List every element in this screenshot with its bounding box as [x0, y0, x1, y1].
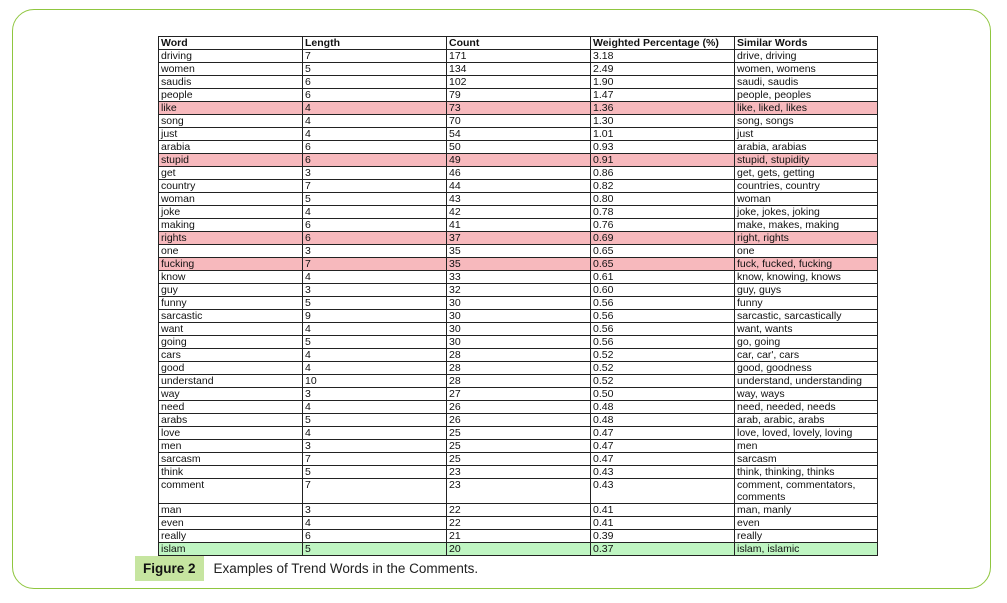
- cell-word: understand: [159, 375, 303, 388]
- cell-word: joke: [159, 206, 303, 219]
- cell-weighted-percentage: 0.76: [591, 219, 735, 232]
- cell-word: even: [159, 517, 303, 530]
- table-row: [159, 219, 878, 232]
- cell-word: know: [159, 271, 303, 284]
- cell-word: islam: [159, 543, 303, 556]
- cell-word: woman: [159, 193, 303, 206]
- cell-similar-words: drive, driving: [735, 50, 878, 63]
- cell-count: 41: [447, 219, 591, 232]
- cell-word: saudis: [159, 76, 303, 89]
- cell-weighted-percentage: 1.30: [591, 115, 735, 128]
- cell-weighted-percentage: 0.48: [591, 401, 735, 414]
- cell-count: 32: [447, 284, 591, 297]
- cell-word: really: [159, 530, 303, 543]
- cell-similar-words: like, liked, likes: [735, 102, 878, 115]
- cell-length: 3: [303, 167, 447, 180]
- cell-word: sarcasm: [159, 453, 303, 466]
- cell-word: funny: [159, 297, 303, 310]
- cell-word: fucking: [159, 258, 303, 271]
- cell-length: 5: [303, 63, 447, 76]
- cell-length: 6: [303, 154, 447, 167]
- cell-word: stupid: [159, 154, 303, 167]
- cell-similar-words: think, thinking, thinks: [735, 466, 878, 479]
- cell-similar-words: sarcastic, sarcastically: [735, 310, 878, 323]
- cell-length: 6: [303, 219, 447, 232]
- cell-count: 28: [447, 375, 591, 388]
- cell-word: like: [159, 102, 303, 115]
- cell-similar-words: fuck, fucked, fucking: [735, 258, 878, 271]
- cell-word: sarcastic: [159, 310, 303, 323]
- table-row: [159, 193, 878, 206]
- cell-count: 171: [447, 50, 591, 63]
- table-row: [159, 141, 878, 154]
- caption-text: Examples of Trend Words in the Comments.: [213, 561, 479, 576]
- cell-weighted-percentage: 0.47: [591, 440, 735, 453]
- cell-weighted-percentage: 0.52: [591, 362, 735, 375]
- cell-count: 30: [447, 336, 591, 349]
- cell-similar-words: women, womens: [735, 63, 878, 76]
- cell-count: 28: [447, 362, 591, 375]
- cell-length: 5: [303, 193, 447, 206]
- cell-similar-words: get, gets, getting: [735, 167, 878, 180]
- cell-word: people: [159, 89, 303, 102]
- cell-count: 35: [447, 258, 591, 271]
- cell-length: 3: [303, 388, 447, 401]
- table-row: [159, 258, 878, 271]
- cell-weighted-percentage: 0.47: [591, 453, 735, 466]
- table-row: [159, 310, 878, 323]
- cell-word: guy: [159, 284, 303, 297]
- cell-length: 4: [303, 206, 447, 219]
- cell-word: making: [159, 219, 303, 232]
- table-row: [159, 453, 878, 466]
- table-row: [159, 517, 878, 530]
- cell-similar-words: way, ways: [735, 388, 878, 401]
- cell-weighted-percentage: 0.52: [591, 375, 735, 388]
- cell-similar-words: know, knowing, knows: [735, 271, 878, 284]
- cell-count: 50: [447, 141, 591, 154]
- figure-caption: [135, 556, 478, 581]
- cell-similar-words: stupid, stupidity: [735, 154, 878, 167]
- cell-word: country: [159, 180, 303, 193]
- table-row: [159, 401, 878, 414]
- table-row: [159, 89, 878, 102]
- cell-count: 23: [447, 479, 591, 504]
- header-count: Count: [447, 37, 591, 50]
- table-row: [159, 323, 878, 336]
- cell-length: 4: [303, 115, 447, 128]
- cell-word: women: [159, 63, 303, 76]
- cell-similar-words: comment, commentators, comments: [735, 479, 878, 504]
- header-weighted-percentage: Weighted Percentage (%): [591, 37, 735, 50]
- cell-length: 3: [303, 245, 447, 258]
- table-row: [159, 50, 878, 63]
- cell-word: going: [159, 336, 303, 349]
- table-row: [159, 414, 878, 427]
- cell-count: 42: [447, 206, 591, 219]
- cell-length: 4: [303, 427, 447, 440]
- cell-weighted-percentage: 0.41: [591, 517, 735, 530]
- cell-similar-words: countries, country: [735, 180, 878, 193]
- cell-weighted-percentage: 0.48: [591, 414, 735, 427]
- cell-count: 46: [447, 167, 591, 180]
- figure-label: Figure 2: [135, 556, 204, 581]
- cell-count: 70: [447, 115, 591, 128]
- cell-similar-words: love, loved, lovely, loving: [735, 427, 878, 440]
- cell-length: 5: [303, 297, 447, 310]
- cell-length: 5: [303, 336, 447, 349]
- cell-weighted-percentage: 0.50: [591, 388, 735, 401]
- cell-weighted-percentage: 0.39: [591, 530, 735, 543]
- cell-word: get: [159, 167, 303, 180]
- cell-similar-words: funny: [735, 297, 878, 310]
- cell-length: 7: [303, 50, 447, 63]
- cell-word: arabia: [159, 141, 303, 154]
- trend-words-table: [158, 36, 878, 556]
- cell-length: 6: [303, 232, 447, 245]
- cell-count: 30: [447, 310, 591, 323]
- cell-length: 9: [303, 310, 447, 323]
- cell-weighted-percentage: 0.56: [591, 323, 735, 336]
- cell-word: arabs: [159, 414, 303, 427]
- cell-count: 26: [447, 401, 591, 414]
- cell-similar-words: song, songs: [735, 115, 878, 128]
- cell-count: 27: [447, 388, 591, 401]
- cell-similar-words: understand, understanding: [735, 375, 878, 388]
- cell-similar-words: go, going: [735, 336, 878, 349]
- cell-length: 4: [303, 362, 447, 375]
- cell-length: 6: [303, 76, 447, 89]
- cell-length: 4: [303, 271, 447, 284]
- table-row: [159, 271, 878, 284]
- cell-similar-words: right, rights: [735, 232, 878, 245]
- cell-count: 102: [447, 76, 591, 89]
- cell-count: 134: [447, 63, 591, 76]
- cell-similar-words: man, manly: [735, 504, 878, 517]
- cell-word: driving: [159, 50, 303, 63]
- cell-length: 6: [303, 89, 447, 102]
- cell-weighted-percentage: 0.60: [591, 284, 735, 297]
- table-body: [159, 50, 878, 556]
- cell-weighted-percentage: 0.86: [591, 167, 735, 180]
- cell-weighted-percentage: 0.65: [591, 245, 735, 258]
- cell-similar-words: just: [735, 128, 878, 141]
- cell-weighted-percentage: 0.56: [591, 336, 735, 349]
- cell-weighted-percentage: 0.41: [591, 504, 735, 517]
- cell-similar-words: men: [735, 440, 878, 453]
- cell-word: love: [159, 427, 303, 440]
- cell-count: 25: [447, 453, 591, 466]
- cell-similar-words: even: [735, 517, 878, 530]
- cell-similar-words: want, wants: [735, 323, 878, 336]
- cell-count: 25: [447, 427, 591, 440]
- header-length: Length: [303, 37, 447, 50]
- table-row: [159, 206, 878, 219]
- cell-length: 6: [303, 530, 447, 543]
- table-row: [159, 245, 878, 258]
- table-row: [159, 504, 878, 517]
- figure-frame: [12, 9, 991, 589]
- cell-similar-words: car, car', cars: [735, 349, 878, 362]
- cell-similar-words: arabia, arabias: [735, 141, 878, 154]
- cell-weighted-percentage: 1.36: [591, 102, 735, 115]
- cell-length: 4: [303, 517, 447, 530]
- cell-count: 22: [447, 517, 591, 530]
- cell-length: 4: [303, 401, 447, 414]
- cell-similar-words: arab, arabic, arabs: [735, 414, 878, 427]
- cell-count: 26: [447, 414, 591, 427]
- cell-count: 21: [447, 530, 591, 543]
- cell-count: 30: [447, 323, 591, 336]
- cell-length: 3: [303, 504, 447, 517]
- cell-count: 25: [447, 440, 591, 453]
- cell-word: one: [159, 245, 303, 258]
- cell-weighted-percentage: 1.90: [591, 76, 735, 89]
- cell-word: comment: [159, 479, 303, 504]
- cell-similar-words: sarcasm: [735, 453, 878, 466]
- cell-length: 10: [303, 375, 447, 388]
- cell-count: 73: [447, 102, 591, 115]
- table-row: [159, 530, 878, 543]
- cell-similar-words: good, goodness: [735, 362, 878, 375]
- cell-length: 3: [303, 284, 447, 297]
- cell-count: 33: [447, 271, 591, 284]
- cell-count: 28: [447, 349, 591, 362]
- cell-weighted-percentage: 0.91: [591, 154, 735, 167]
- header-word: Word: [159, 37, 303, 50]
- cell-length: 7: [303, 180, 447, 193]
- cell-similar-words: woman: [735, 193, 878, 206]
- table-row: [159, 440, 878, 453]
- table-row: [159, 297, 878, 310]
- cell-weighted-percentage: 0.80: [591, 193, 735, 206]
- cell-count: 30: [447, 297, 591, 310]
- cell-weighted-percentage: 0.82: [591, 180, 735, 193]
- cell-length: 7: [303, 258, 447, 271]
- cell-length: 5: [303, 466, 447, 479]
- table-row: [159, 102, 878, 115]
- cell-length: 4: [303, 349, 447, 362]
- cell-similar-words: islam, islamic: [735, 543, 878, 556]
- cell-weighted-percentage: 0.43: [591, 466, 735, 479]
- cell-length: 7: [303, 453, 447, 466]
- cell-word: need: [159, 401, 303, 414]
- table-row: [159, 154, 878, 167]
- cell-length: 5: [303, 414, 447, 427]
- cell-length: 3: [303, 440, 447, 453]
- cell-weighted-percentage: 0.56: [591, 297, 735, 310]
- cell-similar-words: need, needed, needs: [735, 401, 878, 414]
- cell-count: 20: [447, 543, 591, 556]
- cell-word: cars: [159, 349, 303, 362]
- cell-word: think: [159, 466, 303, 479]
- table-row: [159, 466, 878, 479]
- cell-similar-words: saudi, saudis: [735, 76, 878, 89]
- cell-count: 79: [447, 89, 591, 102]
- cell-count: 44: [447, 180, 591, 193]
- cell-count: 43: [447, 193, 591, 206]
- cell-weighted-percentage: 1.01: [591, 128, 735, 141]
- cell-length: 4: [303, 323, 447, 336]
- cell-length: 6: [303, 141, 447, 154]
- cell-similar-words: really: [735, 530, 878, 543]
- cell-weighted-percentage: 2.49: [591, 63, 735, 76]
- cell-weighted-percentage: 0.61: [591, 271, 735, 284]
- cell-count: 35: [447, 245, 591, 258]
- table-row: [159, 427, 878, 440]
- cell-word: men: [159, 440, 303, 453]
- cell-weighted-percentage: 3.18: [591, 50, 735, 63]
- table-row: [159, 284, 878, 297]
- cell-similar-words: guy, guys: [735, 284, 878, 297]
- cell-weighted-percentage: 0.93: [591, 141, 735, 154]
- cell-word: man: [159, 504, 303, 517]
- cell-weighted-percentage: 0.37: [591, 543, 735, 556]
- table-row: [159, 63, 878, 76]
- table-row: [159, 76, 878, 89]
- cell-word: good: [159, 362, 303, 375]
- cell-count: 49: [447, 154, 591, 167]
- cell-word: just: [159, 128, 303, 141]
- cell-word: want: [159, 323, 303, 336]
- cell-word: song: [159, 115, 303, 128]
- table-row: [159, 388, 878, 401]
- table-row: [159, 232, 878, 245]
- cell-count: 54: [447, 128, 591, 141]
- table-row: [159, 479, 878, 504]
- cell-weighted-percentage: 0.56: [591, 310, 735, 323]
- cell-length: 7: [303, 479, 447, 504]
- cell-weighted-percentage: 0.43: [591, 479, 735, 504]
- header-similar-words: Similar Words: [735, 37, 878, 50]
- table-row: [159, 167, 878, 180]
- cell-weighted-percentage: 0.78: [591, 206, 735, 219]
- table-header-row: [159, 37, 878, 50]
- cell-weighted-percentage: 0.65: [591, 258, 735, 271]
- table-row: [159, 180, 878, 193]
- cell-count: 37: [447, 232, 591, 245]
- cell-similar-words: make, makes, making: [735, 219, 878, 232]
- cell-length: 5: [303, 543, 447, 556]
- cell-weighted-percentage: 0.69: [591, 232, 735, 245]
- cell-count: 23: [447, 466, 591, 479]
- cell-similar-words: people, peoples: [735, 89, 878, 102]
- table-row: [159, 349, 878, 362]
- table-row: [159, 336, 878, 349]
- table-row: [159, 375, 878, 388]
- cell-word: way: [159, 388, 303, 401]
- table-row: [159, 543, 878, 556]
- cell-weighted-percentage: 1.47: [591, 89, 735, 102]
- cell-weighted-percentage: 0.52: [591, 349, 735, 362]
- cell-count: 22: [447, 504, 591, 517]
- cell-similar-words: one: [735, 245, 878, 258]
- cell-similar-words: joke, jokes, joking: [735, 206, 878, 219]
- table-row: [159, 362, 878, 375]
- table-row: [159, 115, 878, 128]
- cell-length: 4: [303, 102, 447, 115]
- cell-word: rights: [159, 232, 303, 245]
- table-row: [159, 128, 878, 141]
- cell-weighted-percentage: 0.47: [591, 427, 735, 440]
- cell-length: 4: [303, 128, 447, 141]
